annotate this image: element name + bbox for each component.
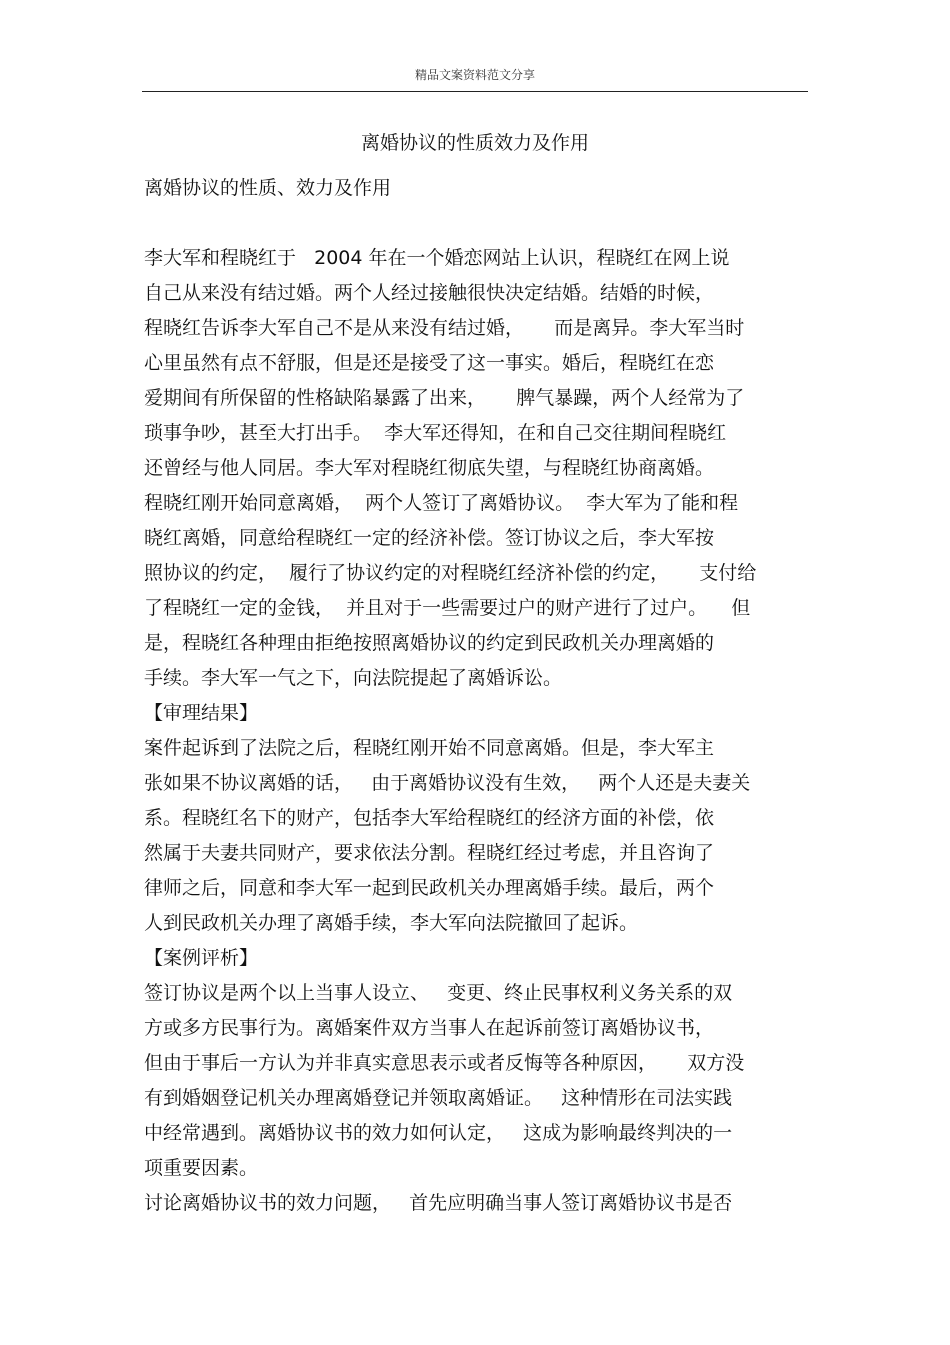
document-title: 离婚协议的性质效力及作用 [360, 132, 589, 154]
header-divider [142, 91, 808, 92]
body-text-line: 照协议的约定， 履行了协议约定的对程晓红经济补偿的约定， 支付给 [144, 562, 757, 584]
body-text-line: 爱期间有所保留的性格缺陷暴露了出来， 脾气暴躁，两个人经常为了 [144, 387, 745, 409]
body-text-line: 了程晓红一定的金钱， 并且对于一些需要过户的财产进行了过户。 但 [144, 597, 751, 619]
body-text-line: 中经常遇到。离婚协议书的效力如何认定， 这成为影响最终判决的一 [144, 1122, 733, 1144]
body-text-line: 心里虽然有点不舒服，但是还是接受了这一事实。婚后，程晓红在恋 [144, 352, 715, 374]
body-text-line: 晓红离婚，同意给程晓红一定的经济补偿。签订协议之后，李大军按 [144, 527, 715, 549]
body-text-line: 自己从来没有结过婚。两个人经过接触很快决定结婚。结婚的时候， [144, 282, 715, 304]
page-header-text: 精品文案资料范文分享 [414, 68, 535, 82]
body-text-line: 但由于事后一方认为并非真实意思表示或者反悔等各种原因， 双方没 [144, 1052, 745, 1074]
body-text-line: 【审理结果】 [144, 702, 259, 724]
body-text-line: 律师之后，同意和李大军一起到民政机关办理离婚手续。最后，两个 [144, 877, 715, 899]
body-text-line: 案件起诉到了法院之后，程晓红刚开始不同意离婚。但是，李大军主 [144, 737, 715, 759]
body-text-line: 琐事争吵，甚至大打出手。 李大军还得知，在和自己交往期间程晓红 [144, 422, 727, 444]
body-text-line: 程晓红告诉李大军自己不是从来没有结过婚， 而是离异。李大军当时 [144, 317, 745, 339]
body-text-line: 是，程晓红各种理由拒绝按照离婚协议的约定到民政机关办理离婚的 [144, 632, 715, 654]
body-text-line: 有到婚姻登记机关办理离婚登记并领取离婚证。 这种情形在司法实践 [144, 1087, 733, 1109]
body-text-line: 讨论离婚协议书的效力问题， 首先应明确当事人签订离婚协议书是否 [144, 1192, 733, 1214]
body-text-line: 程晓红刚开始同意离婚， 两个人签订了离婚协议。 李大军为了能和程 [144, 492, 739, 514]
body-text-line: 人到民政机关办理了离婚手续，李大军向法院撤回了起诉。 [144, 912, 639, 934]
body-text-line: 李大军和程晓红于 2004 年在一个婚恋网站上认识，程晓红在网上说 [144, 247, 730, 269]
body-text-line: 项重要因素。 [144, 1157, 259, 1179]
body-text-line: 【案例评析】 [144, 947, 259, 969]
body-text-line: 方或多方民事行为。离婚案件双方当事人在起诉前签订离婚协议书， [144, 1017, 715, 1039]
body-text-line: 还曾经与他人同居。李大军对程晓红彻底失望，与程晓红协商离婚。 [144, 457, 715, 479]
body-text-line: 系。程晓红名下的财产，包括李大军给程晓红的经济方面的补偿，依 [144, 807, 715, 829]
body-text-line: 签订协议是两个以上当事人设立、 变更、终止民事权利义务关系的双 [144, 982, 733, 1004]
body-text-line: 手续。李大军一气之下，向法院提起了离婚诉讼。 [144, 667, 563, 689]
body-text-line: 然属于夫妻共同财产，要求依法分割。程晓红经过考虑，并且咨询了 [144, 842, 715, 864]
body-text-line: 张如果不协议离婚的话， 由于离婚协议没有生效， 两个人还是夫妻关 [144, 772, 751, 794]
body-text-line: 离婚协议的性质、效力及作用 [144, 177, 392, 199]
